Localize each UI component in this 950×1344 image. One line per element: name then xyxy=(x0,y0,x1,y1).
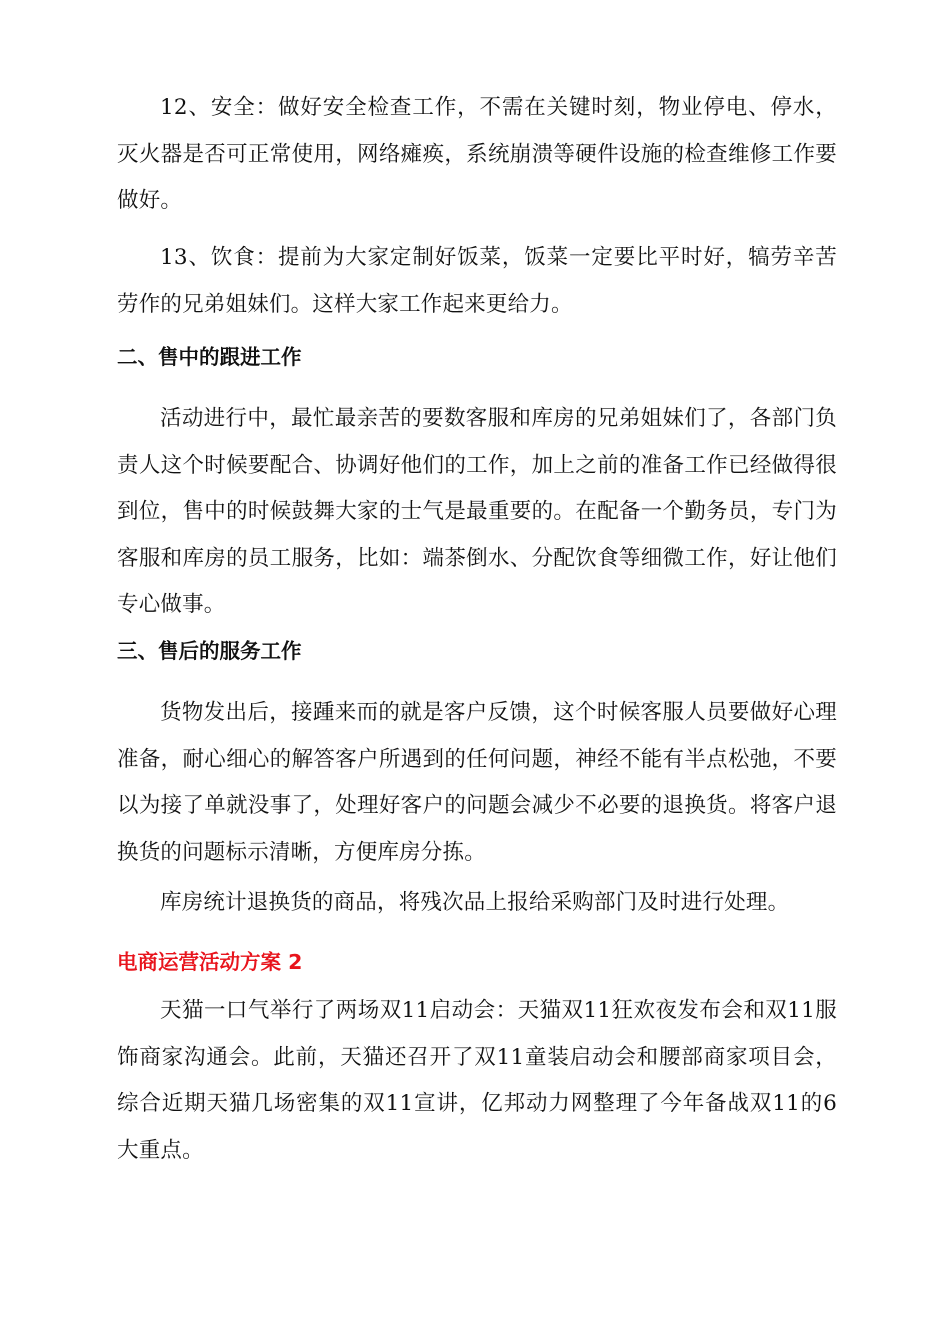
paragraph-safety-text: 12、安全：做好安全检查工作，不需在关键时刻，物业停电、停水，灭火器是否可正常使用，网络瘫痪，系统崩溃等硬件设施的检查维修工作要做好。 xyxy=(117,95,837,213)
paragraph-food xyxy=(117,235,837,328)
paragraph-warehouse-text: 库房统计退换货的商品，将残次品上报给采购部门及时进行处理。 xyxy=(160,890,790,915)
paragraph-after-sale xyxy=(117,690,837,876)
paragraph-tmall xyxy=(117,988,837,1174)
paragraph-in-sale xyxy=(117,396,837,629)
heading-in-sale: 二、售中的跟进工作 xyxy=(117,345,302,369)
paragraph-tmall-text: 天猫一口气举行了两场双11启动会：天猫双11狂欢夜发布会和双11服饰商家沟通会。此前，天猫还召开了双11童装启动会和腰部商家项目会，综合近期天猫几场密集的双11宣讲，亿邦动力网整理了今年备战双11的6大重点。 xyxy=(117,998,837,1163)
section-heading-after-sale xyxy=(117,636,837,666)
section-heading-plan-2 xyxy=(117,947,837,977)
paragraph-warehouse xyxy=(117,880,837,927)
heading-after-sale: 三、售后的服务工作 xyxy=(117,639,302,663)
paragraph-after-sale-text: 货物发出后，接踵来而的就是客户反馈，这个时候客服人员要做好心理准备，耐心细心的解答客户所遇到的任何问题，神经不能有半点松弛，不要以为接了单就没事了，处理好客户的问题会减少不必要的退换货。将客户退换货的问题标示清晰，方便库房分拣。 xyxy=(117,700,837,865)
heading-plan-2: 电商运营活动方案 2 xyxy=(117,950,303,974)
paragraph-safety xyxy=(117,85,837,225)
paragraph-in-sale-text: 活动进行中，最忙最亲苦的要数客服和库房的兄弟姐妹们了，各部门负责人这个时候要配合、协调好他们的工作，加上之前的准备工作已经做得很到位，售中的时候鼓舞大家的士气是最重要的。在配备一个勤务员，专门为客服和库房的员工服务，比如：端茶倒水、分配饮食等细微工作，好让他们专心做事。 xyxy=(117,406,837,617)
paragraph-food-text: 13、饮食：提前为大家定制好饭菜，饭菜一定要比平时好，犒劳辛苦劳作的兄弟姐妹们。这样大家工作起来更给力。 xyxy=(117,245,837,317)
section-heading-in-sale xyxy=(117,342,837,372)
